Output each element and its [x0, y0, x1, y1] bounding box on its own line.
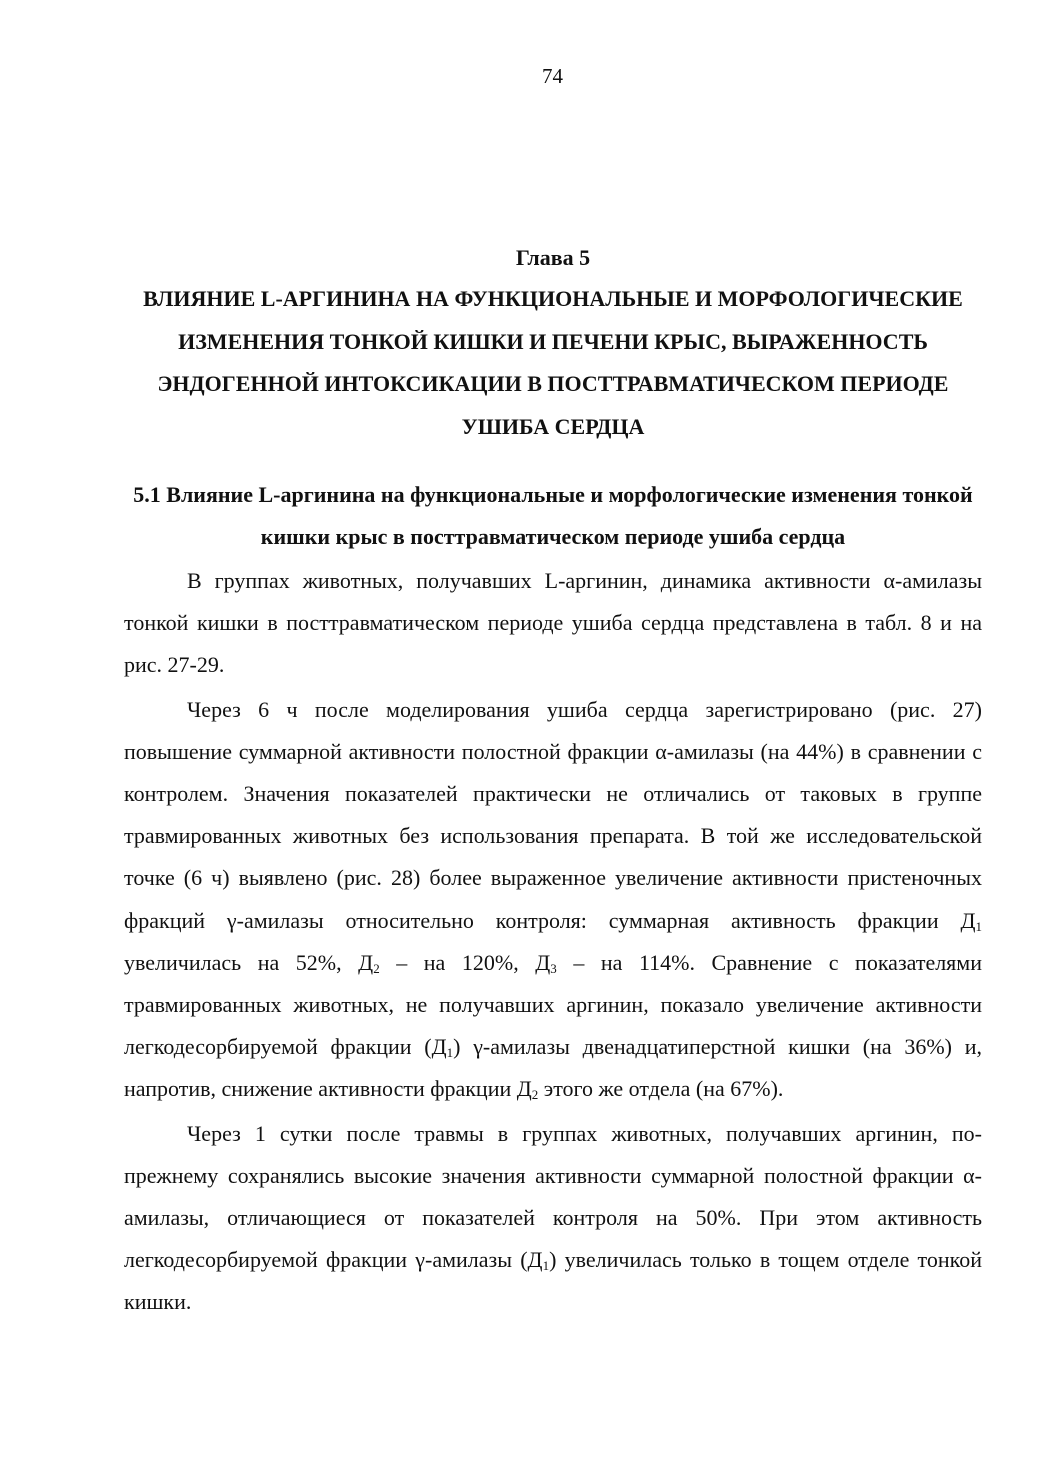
text-run: – на 120%, Д [379, 949, 551, 975]
text-run: – на 114%. Сравнение с показателями травмированных животных, не получавших аргинин, показало увеличение активности легкодесорбируемой фракции (Д [124, 949, 983, 1060]
chapter-label: Глава 5 [515, 245, 591, 270]
subscript: 3 [550, 960, 557, 976]
chapter-title: ВЛИЯНИЕ L-АРГИНИНА НА ФУНКЦИОНАЛЬНЫЕ И МОРФОЛОГИЧЕСКИЕ ИЗМЕНЕНИЯ ТОНКОЙ КИШКИ И ПЕЧЕНИ КРЫС, ВЫРАЖЕННОСТЬ ЭНДОГЕННОЙ ИНТОКСИКАЦИИ В ПОСТТРАВМАТИЧЕСКОМ ПЕРИОДЕ УШИБА СЕРДЦА [143, 286, 963, 439]
paragraph-3 [124, 1113, 982, 1324]
paragraph-2 [124, 689, 982, 1111]
subscript: 1 [446, 1045, 454, 1061]
body-text [124, 560, 982, 1326]
subscript: 1 [975, 918, 982, 934]
chapter-heading [124, 238, 982, 448]
text-run: ) γ-амилазы двенадцатиперстной кишки (на 36%) и, напротив, снижение активности фракции Д [124, 1034, 982, 1102]
text-run: ) увеличилась только в тощем отделе тонкой кишки. [124, 1247, 982, 1315]
paragraph-1: В группах животных, получавших L-аргинин, динамика активности α-амилазы тонкой кишки в посттравматическом периоде ушиба сердца представлена в табл. 8 и на рис. 27-29. [124, 568, 982, 678]
page-number: 74 [542, 64, 563, 88]
subscript: 2 [373, 960, 380, 976]
text-run: Через 6 ч после моделирования ушиба сердца зарегистрировано (рис. 27) повышение суммарной активности полостной фракции α-амилазы (на 44%) в сравнении с контролем. Значения показателей практически не отличались от таковых в группе травмированных животных без использования препарата. В той же исследовательской точке (6 ч) выявлено (рис. 28) более выраженное увеличение активности пристеночных фракций γ-амилазы относительно контроля: суммарная активность фракции Д [124, 696, 982, 933]
text-run: этого же отдела (на 67%). [538, 1076, 784, 1102]
subscript: 2 [531, 1087, 539, 1103]
section-title: 5.1 Влияние L-аргинина на функциональные и морфологические изменения тонкой кишки крыс в посттравматическом периоде ушиба сердца [133, 482, 973, 549]
subscript: 1 [542, 1258, 550, 1274]
text-run: увеличилась на 52%, Д [124, 949, 374, 975]
text-run: Через 1 сутки после травмы в группах животных, получавших аргинин, по-прежнему сохранялись высокие значения активности суммарной полостной фракции α-амилазы, отличающиеся от показателей контроля на 50%. При этом активность легкодесорбируемой фракции γ-амилазы (Д [124, 1120, 982, 1273]
